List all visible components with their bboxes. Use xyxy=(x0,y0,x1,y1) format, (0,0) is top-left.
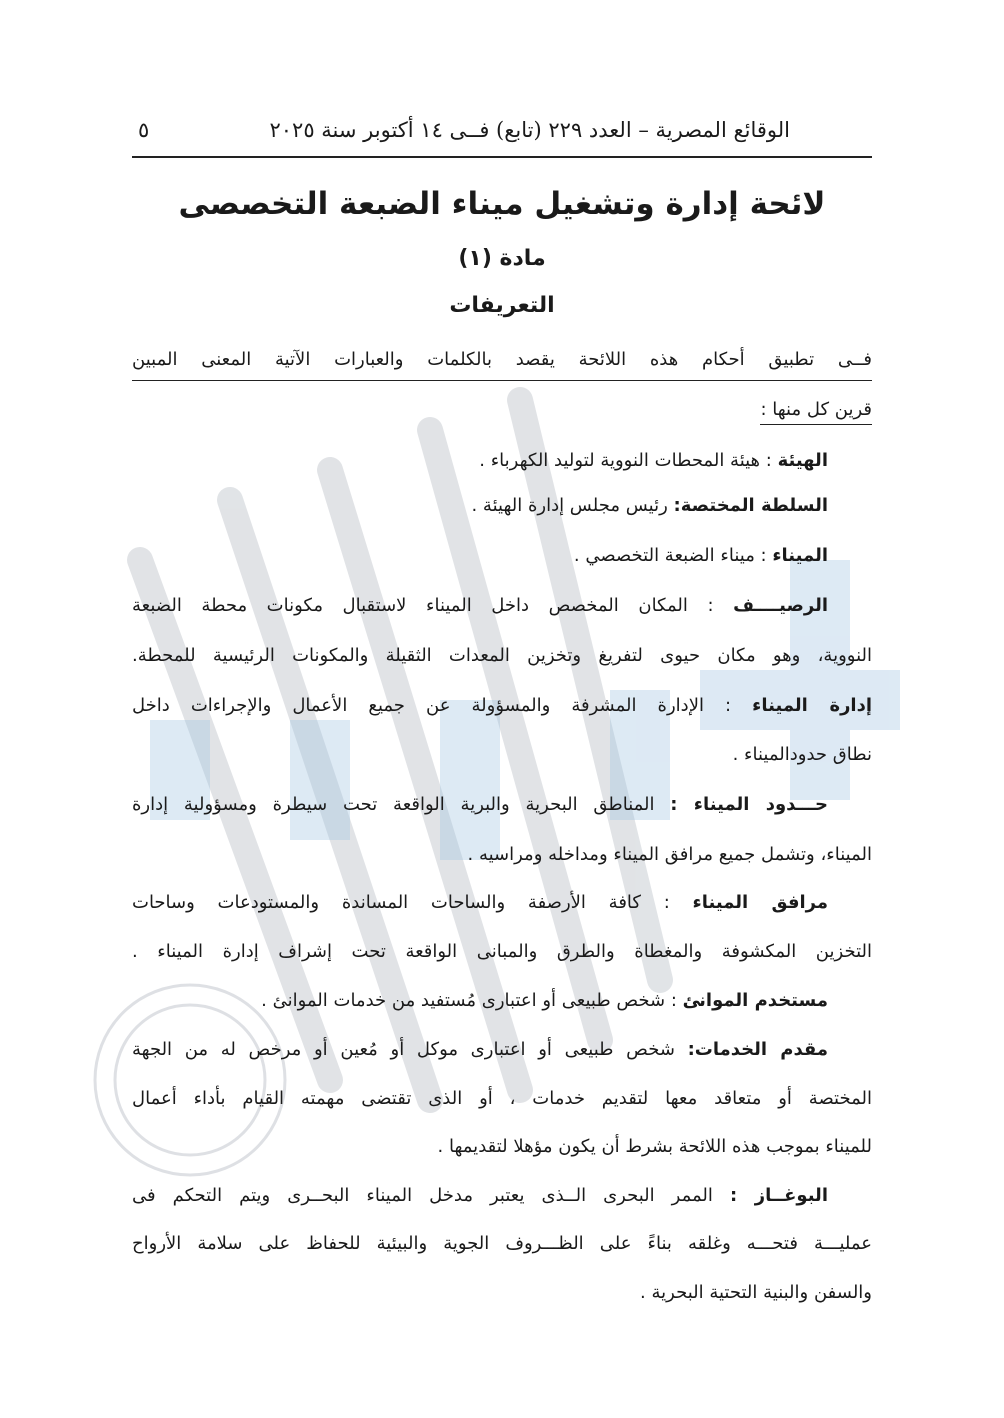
definition-service-provider-cont-2: للميناء بموجب هذه اللائحة بشرط أن يكون مؤهلا لتقديمها . xyxy=(437,1136,872,1157)
definition-service-provider-cont-1: المختصة أو متعاقد معها لتقديم خدمات ، أو الذى تقتضى مهمته القيام بأداء أعمال xyxy=(132,1088,872,1109)
header-title: الوقائع المصرية – العدد ٢٢٩ (تابع) فــى ١٤ أكتوبر سنة ٢٠٢٥ xyxy=(269,118,790,142)
definition-competent-authority xyxy=(132,486,828,526)
definition-strait xyxy=(132,1176,828,1216)
definition-term: إدارة الميناء xyxy=(752,695,872,716)
definition-term: الهيئة xyxy=(777,450,828,471)
definition-port-facilities-cont: التخزين المكشوفة والمغطاة والطرق والمبانى الواقعة تحت إشراف إدارة الميناء . xyxy=(132,941,872,962)
document-title: لائحة إدارة وتشغيل ميناء الضبعة التخصصى xyxy=(178,186,826,222)
section-title: التعريفات xyxy=(449,293,555,318)
definition-term: البوغــاز : xyxy=(729,1185,828,1206)
definition-term: مرافق الميناء xyxy=(692,892,828,913)
definition-term: حـــدود الميناء : xyxy=(670,794,828,815)
definition-term: الميناء xyxy=(772,545,828,566)
article-number: مادة (١) xyxy=(458,246,546,271)
definition-port-user xyxy=(132,981,828,1021)
page-number: ٥ xyxy=(138,118,150,142)
definition-berth-cont: النووية، وهو مكان حيوى لتفريغ وتخزين المعدات الثقيلة والمكونات الرئيسية للمحطة. xyxy=(132,645,872,666)
intro-line-2: قرين كل منها : xyxy=(132,390,872,430)
definition-port-facilities xyxy=(132,883,828,923)
definition-port xyxy=(132,536,828,576)
definition-text: المناطق البحرية والبرية الواقعة تحت سيطرة ومسؤولية إدارة xyxy=(132,794,671,815)
page-header xyxy=(132,112,872,158)
definition-text: رئيس مجلس إدارة الهيئة . xyxy=(471,495,674,516)
definition-text: شخص طبيعى أو اعتبارى موكل أو مُعين أو مرخص له من الجهة xyxy=(132,1039,688,1060)
definition-port-administration-cont: نطاق حدودالميناء . xyxy=(732,744,872,765)
definition-strait-cont-2: والسفن والبنية التحتية البحرية . xyxy=(640,1282,872,1303)
definition-text: : هيئة المحطات النووية لتوليد الكهرباء . xyxy=(479,450,778,471)
intro-line-1: فــى تطبيق أحكام هذه اللائحة يقصد بالكلمات والعبارات الآتية المعنى المبين xyxy=(132,340,872,381)
definition-text: : شخص طبيعى أو اعتبارى مُستفيد من خدمات الموانئ . xyxy=(261,990,683,1011)
definition-term: مقدم الخدمات: xyxy=(687,1039,828,1060)
definition-term: السلطة المختصة: xyxy=(673,495,828,516)
definition-port-administration xyxy=(132,686,872,726)
definition-term: مستخدم الموانئ xyxy=(682,990,828,1011)
definition-port-limits xyxy=(132,785,828,825)
definition-term: الرصيــــف xyxy=(733,595,828,616)
definition-service-provider xyxy=(132,1030,828,1070)
definition-text: : ميناء الضبعة التخصصي . xyxy=(573,545,773,566)
definition-port-limits-cont: الميناء، وتشمل جميع مرافق الميناء ومداخله ومراسيه . xyxy=(467,844,872,865)
definition-strait-cont-1: عمليـــة فتحـــه وغلقه بناءً على الظـــروف الجوية والبيئية للحفاظ على سلامة الأرواح xyxy=(132,1233,872,1254)
definition-text: الممر البحرى الــذى يعتبر مدخل الميناء البحــرى ويتم التحكم فى xyxy=(132,1185,730,1206)
definition-authority xyxy=(132,441,828,481)
definition-text: : كافة الأرصفة والساحات المساندة والمستودعات وساحات xyxy=(132,892,693,913)
definition-berth xyxy=(132,586,828,626)
definition-text: : الإدارة المشرفة والمسؤولة عن جميع الأعمال والإجراءات داخل xyxy=(132,695,753,716)
definition-text: : المكان المخصص داخل الميناء لاستقبال مكونات محطة الضبعة xyxy=(132,595,734,616)
